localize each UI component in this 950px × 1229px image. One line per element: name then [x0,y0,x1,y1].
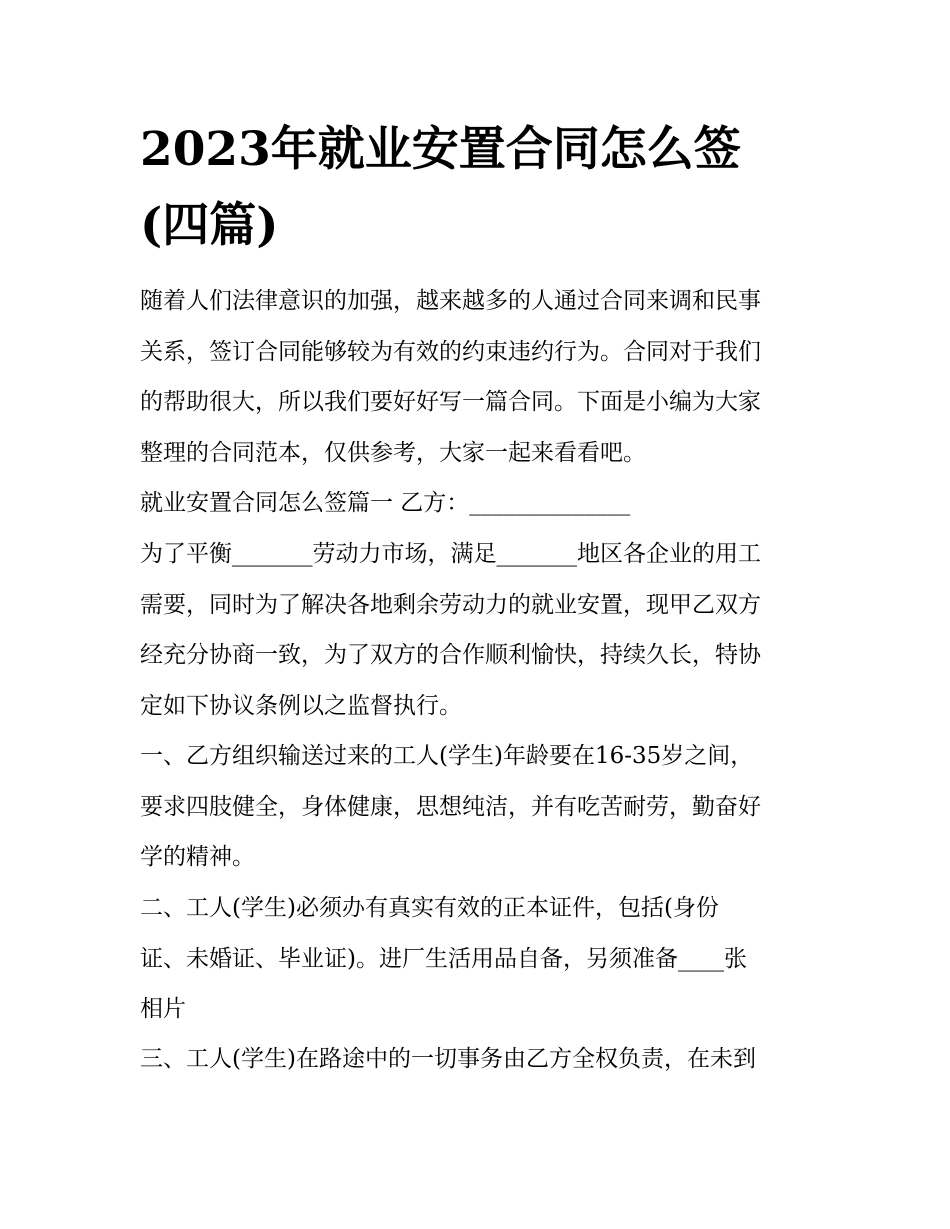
purpose-line: 需要，同时为了解决各地剩余劳动力的就业安置，现甲乙双方 [140,591,761,618]
clause-3 [140,1034,820,1085]
clause-1-line: 要求四肢健全，身体健康，思想纯洁，并有吃苦耐劳，勤奋好 [140,793,761,820]
intro-line: 整理的合同范本，仅供参考，大家一起来看看吧。 [140,439,646,466]
section-heading-line: 就业安置合同怎么签篇一 乙方：______________ [140,490,631,516]
clause-2-line: 证、未婚证、毕业证)。进厂生活用品自备，另须准备____张 [140,945,747,972]
clause-2 [140,883,820,1035]
purpose-line: 定如下协议条例以之监督执行。 [140,692,462,719]
intro-line: 的帮助很大，所以我们要好好写一篇合同。下面是小编为大家 [140,389,761,415]
clause-1 [140,731,820,883]
intro-line: 随着人们法律意识的加强，越来越多的人通过合同来调和民事 [140,288,761,314]
purpose-line: 经充分协商一致，为了双方的合作顺利愉快，持续久长，特协 [140,642,761,668]
clause-1-line: 学的精神。 [140,844,255,870]
section-heading [140,478,820,529]
clause-3-line: 三、工人(学生)在路途中的一切事务由乙方全权负责，在未到 [140,1046,756,1072]
purpose-paragraph [140,529,820,731]
purpose-line: 为了平衡_______劳动力市场，满足_______地区各企业的用工 [140,541,761,567]
title-line-2: (四篇) [140,198,279,253]
clause-1-line: 一、乙方组织输送过来的工人(学生)年龄要在16-35岁之间， [140,743,754,769]
intro-line: 关系，签订合同能够较为有效的约束违约行为。合同对于我们 [140,338,761,365]
intro-paragraph [140,276,820,478]
clause-2-line: 二、工人(学生)必须办有真实有效的正本证件，包括(身份 [140,895,719,921]
document-title [140,112,820,264]
title-line-1: 2023年就业安置合同怎么签 [140,122,741,177]
clause-2-line: 相片 [140,996,186,1022]
